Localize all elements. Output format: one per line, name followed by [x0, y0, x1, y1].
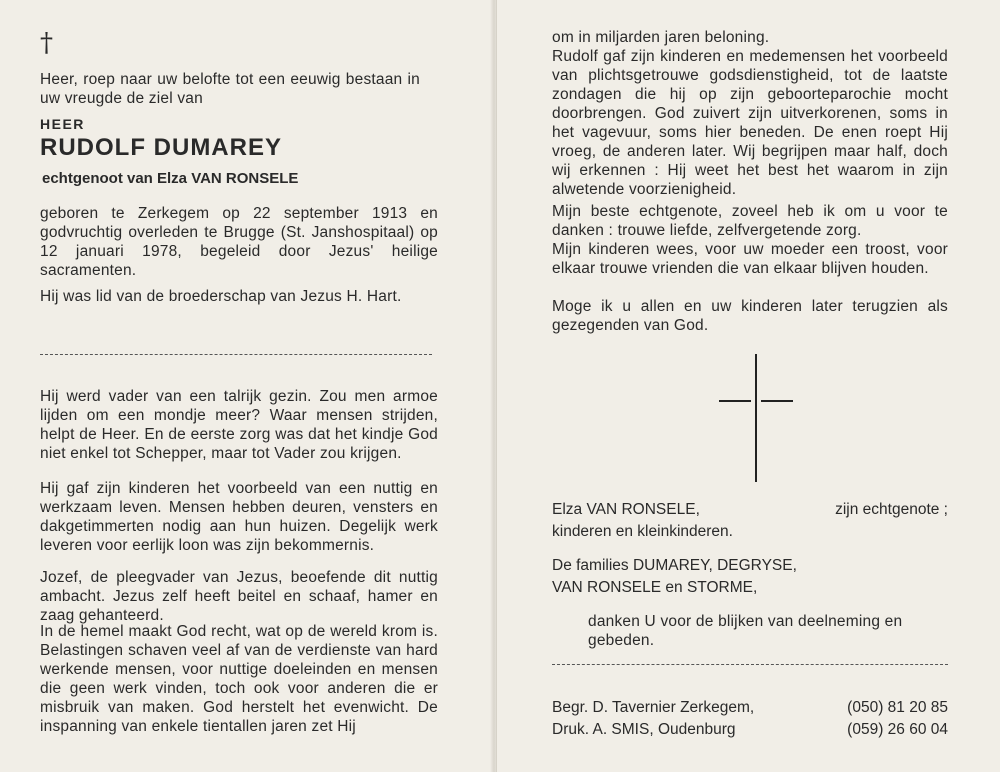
thanks-text: danken U voor de blijken van deelneming en gebeden. [588, 613, 903, 649]
right-paragraph-5: Moge ik u allen en uw kinderen later terugzien als gezegenden van God. [552, 298, 948, 334]
life-paragraph-4: In de hemel maakt God recht, wat op de wereld krom is. Belastingen schaven veel af van de verdienste van hard werkende mensen, voor nuttige doeleinden en mensen die geen werk vinden, toch ook voor anderen die er misbruik van maken. God herstelt het evenwicht. De inspanning van enkele tientallen jaren zet Hij [40, 623, 438, 735]
right-paragraph-3: Mijn beste echtgenote, zoveel heb ik om u voor te danken : trouwe liefde, zelfvergetende zorg. [552, 203, 948, 239]
families-line-1: De families DUMAREY, DEGRYSE, [552, 557, 797, 574]
right-paragraph-2: Rudolf gaf zijn kinderen en medemensen het voorbeeld van plichtsgetrouwe godsdienstigheid, tot de laatste zondagen die hij op zijn geboorteparochie mocht doorbrengen. God zuivert zijn uitverkorenen, soms in het vagevuur, soms hier beneden. De enen roept Hij vroeg, de anderen later. Wij begrijpen maar half, doch wij erkennen : Hij weet het best het waarom in zijn alwetende voorzienigheid. [552, 48, 948, 198]
brotherhood-text: Hij was lid van de broederschap van Jezus H. Hart. [40, 288, 402, 305]
life-paragraph-1: Hij werd vader van een talrijk gezin. Zou men armoe lijden om een mondje meer? Waar mensen strijden, helpt de Heer. En de eerste zorg was dat het kindje God niet enkel tot Schepper, maar tot Vader zou krijgen. [40, 388, 438, 462]
spouse-line: echtgenoot van Elza VAN RONSELE [42, 170, 299, 187]
divider-line-2 [552, 664, 948, 665]
birth-death-text: geboren te Zerkegem op 22 september 1913 en godvruchtig overleden te Brugge (St. Janshospitaal) op 12 januari 1978, begeleid door Jezus' heilige sacramenten. [40, 205, 438, 279]
right-paragraph-4: Mijn kinderen wees, voor uw moeder een troost, voor elkaar trouwe vrienden die van elkaar blijven houden. [552, 241, 948, 277]
printer-1-name: Begr. D. Tavernier Zerkegem, [552, 699, 755, 716]
family-spouse-role: zijn echtgenote ; [835, 501, 948, 518]
families-line-2: VAN RONSELE en STORME, [552, 579, 758, 596]
title-heer: HEER [40, 116, 85, 132]
printer-2-phone: (059) 26 60 04 [847, 721, 948, 738]
small-cross-icon: † [40, 28, 53, 58]
printer-2-name: Druk. A. SMIS, Oudenburg [552, 721, 736, 738]
divider-line [40, 354, 432, 355]
family-children: kinderen en kleinkinderen. [552, 523, 733, 540]
printer-1-phone: (050) 81 20 85 [847, 699, 948, 716]
family-spouse-name: Elza VAN RONSELE, [552, 501, 700, 518]
life-paragraph-3: Jozef, de pleegvader van Jezus, beoefende dit nuttig ambacht. Jezus zelf heeft beitel en schaaf, hamer en zaag gehanteerd. [40, 569, 438, 624]
intro-prayer: Heer, roep naar uw belofte tot een eeuwig bestaan in uw vreugde de ziel van [40, 71, 420, 107]
left-page [0, 0, 492, 772]
deceased-name: RUDOLF DUMAREY [40, 134, 282, 161]
right-paragraph-1: om in miljarden jaren beloning. [552, 29, 770, 46]
life-paragraph-2: Hij gaf zijn kinderen het voorbeeld van een nuttig en werkzaam leven. Mensen hebben deuren, vensters en dakgetimmerten nodig aan hun huizen. Degelijk werk leveren voor eerlijk loon was zijn bekommernis. [40, 480, 438, 554]
